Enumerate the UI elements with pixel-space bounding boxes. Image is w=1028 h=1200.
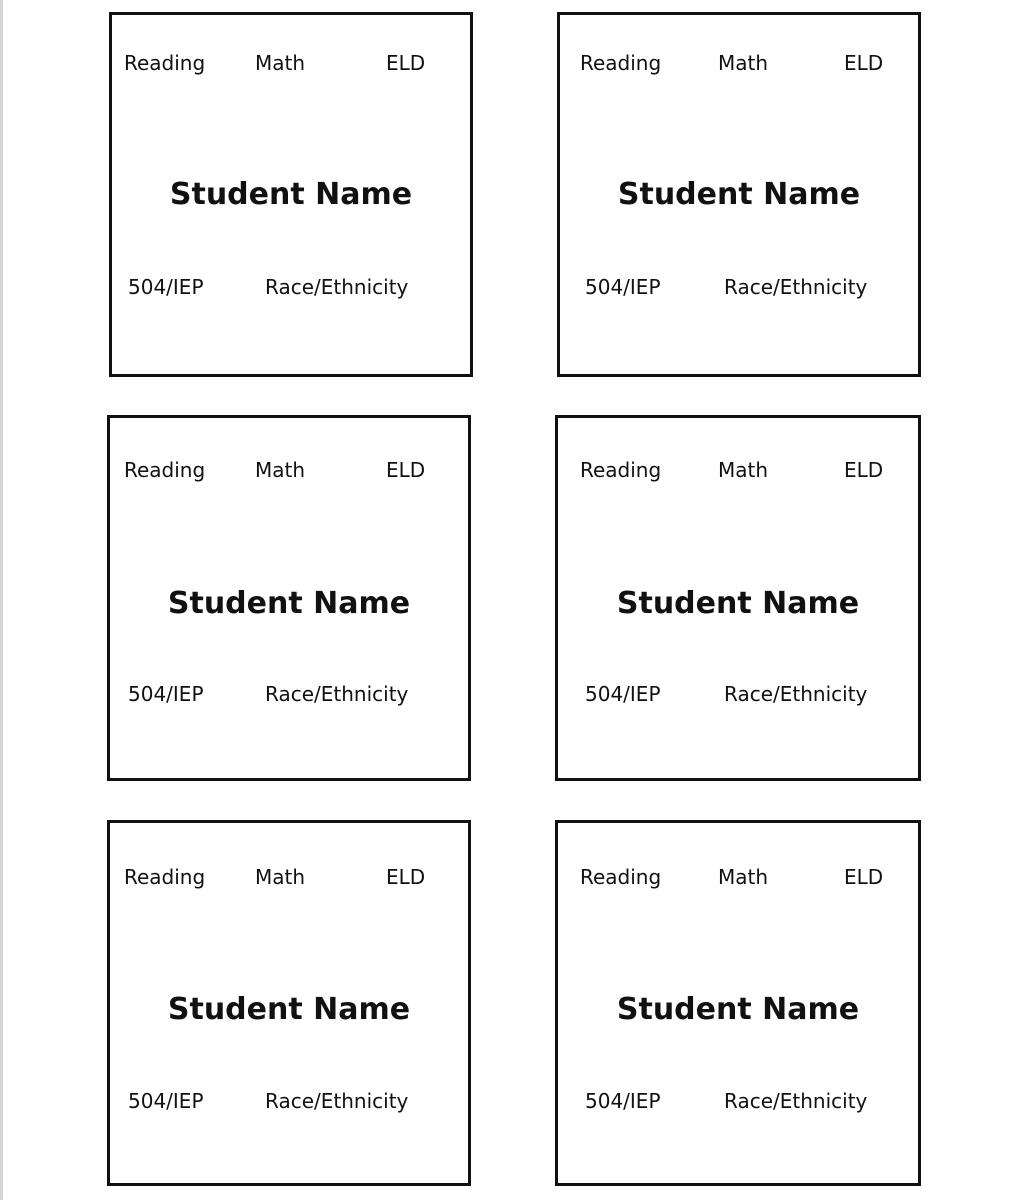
iep-label: 504/IEP [585,1089,661,1113]
race-ethnicity-label: Race/Ethnicity [265,275,409,299]
reading-label: Reading [124,51,206,75]
race-ethnicity-label: Race/Ethnicity [265,1089,409,1113]
student-name: Student Name [616,992,860,1027]
student-card [557,12,921,377]
student-card [107,820,471,1186]
student-name: Student Name [167,586,411,621]
student-name: Student Name [617,177,861,212]
eld-label: ELD [386,458,426,482]
student-card [107,415,471,781]
student-card [555,415,921,781]
math-label: Math [718,458,769,482]
reading-label: Reading [580,51,662,75]
eld-label: ELD [844,51,884,75]
math-label: Math [255,51,306,75]
math-label: Math [255,865,306,889]
student-card [555,820,921,1186]
iep-label: 504/IEP [128,1089,204,1113]
race-ethnicity-label: Race/Ethnicity [265,682,409,706]
reading-label: Reading [580,865,662,889]
math-label: Math [718,51,769,75]
eld-label: ELD [844,865,884,889]
iep-label: 504/IEP [128,682,204,706]
page-edge [0,0,3,1200]
reading-label: Reading [580,458,662,482]
reading-label: Reading [124,458,206,482]
eld-label: ELD [386,865,426,889]
iep-label: 504/IEP [128,275,204,299]
student-card [109,12,473,377]
math-label: Math [255,458,306,482]
student-name: Student Name [616,586,860,621]
eld-label: ELD [386,51,426,75]
math-label: Math [718,865,769,889]
race-ethnicity-label: Race/Ethnicity [724,1089,868,1113]
reading-label: Reading [124,865,206,889]
iep-label: 504/IEP [585,682,661,706]
student-name: Student Name [169,177,413,212]
student-name: Student Name [167,992,411,1027]
race-ethnicity-label: Race/Ethnicity [724,682,868,706]
iep-label: 504/IEP [585,275,661,299]
race-ethnicity-label: Race/Ethnicity [724,275,868,299]
eld-label: ELD [844,458,884,482]
